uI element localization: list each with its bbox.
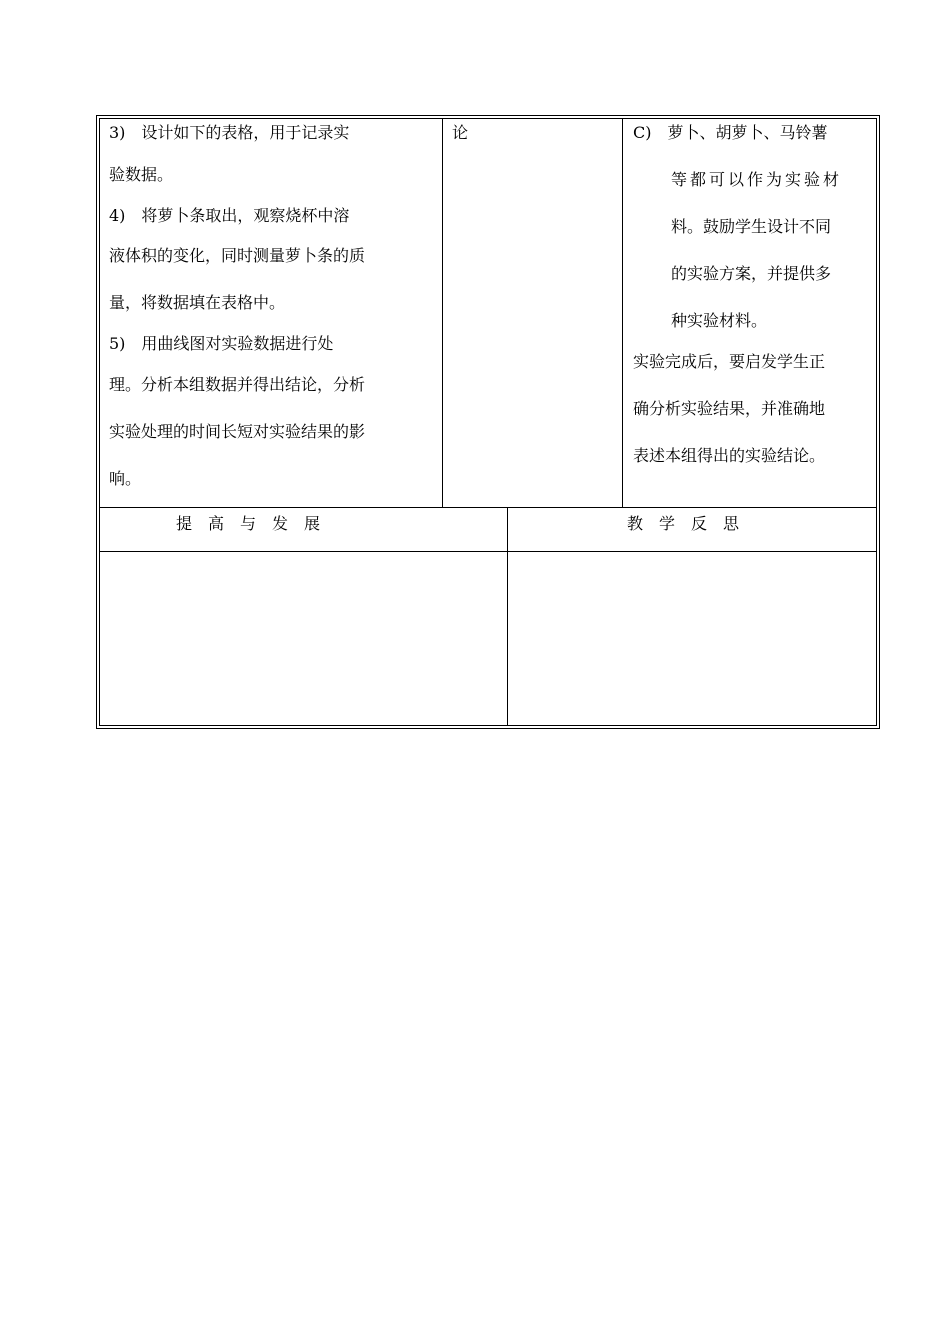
col3-line-8: 表述本组得出的实验结论。 bbox=[633, 446, 826, 465]
col3-line-7: 确分析实验结果，并准确地 bbox=[633, 399, 826, 418]
col1-line-5: 量，将数据填在表格中。 bbox=[109, 293, 286, 312]
col1-line-9: 响。 bbox=[109, 469, 142, 488]
divider-lower-cols bbox=[507, 507, 508, 725]
col1-line-7: 理。分析本组数据并得出结论，分析 bbox=[109, 375, 366, 394]
divider-col1-col2 bbox=[442, 119, 443, 507]
col1-line-6: 5) 用曲线图对实验数据进行处 bbox=[109, 334, 334, 353]
col3-line-3: 料。鼓励学生设计不同 bbox=[671, 217, 832, 236]
lesson-table bbox=[96, 115, 880, 729]
col1-line-1: 3) 设计如下的表格，用于记录实 bbox=[109, 123, 350, 142]
col1-line-3: 4) 将萝卜条取出，观察烧杯中溶 bbox=[109, 206, 350, 225]
col3-line-5: 种实验材料。 bbox=[671, 311, 768, 330]
divider-header-row bbox=[100, 551, 876, 552]
col1-line-4: 液体积的变化，同时测量萝卜条的质 bbox=[109, 246, 366, 265]
col2-line-1: 论 bbox=[452, 123, 469, 142]
col3-line-4: 的实验方案，并提供多 bbox=[671, 264, 832, 283]
divider-col2-col3 bbox=[622, 119, 623, 507]
header-reflection: 教 学 反 思 bbox=[627, 514, 740, 533]
col3-line-6: 实验完成后，要启发学生正 bbox=[633, 352, 826, 371]
col1-line-2: 验数据。 bbox=[109, 165, 174, 184]
divider-upper-row bbox=[100, 507, 876, 508]
header-improvement: 提 高 与 发 展 bbox=[176, 514, 321, 533]
col1-line-8: 实验处理的时间长短对实验结果的影 bbox=[109, 422, 366, 441]
col3-line-1: C) 萝卜、胡萝卜、马铃薯 bbox=[633, 123, 828, 142]
col3-line-2: 等都可以作为实验材 bbox=[671, 170, 843, 189]
